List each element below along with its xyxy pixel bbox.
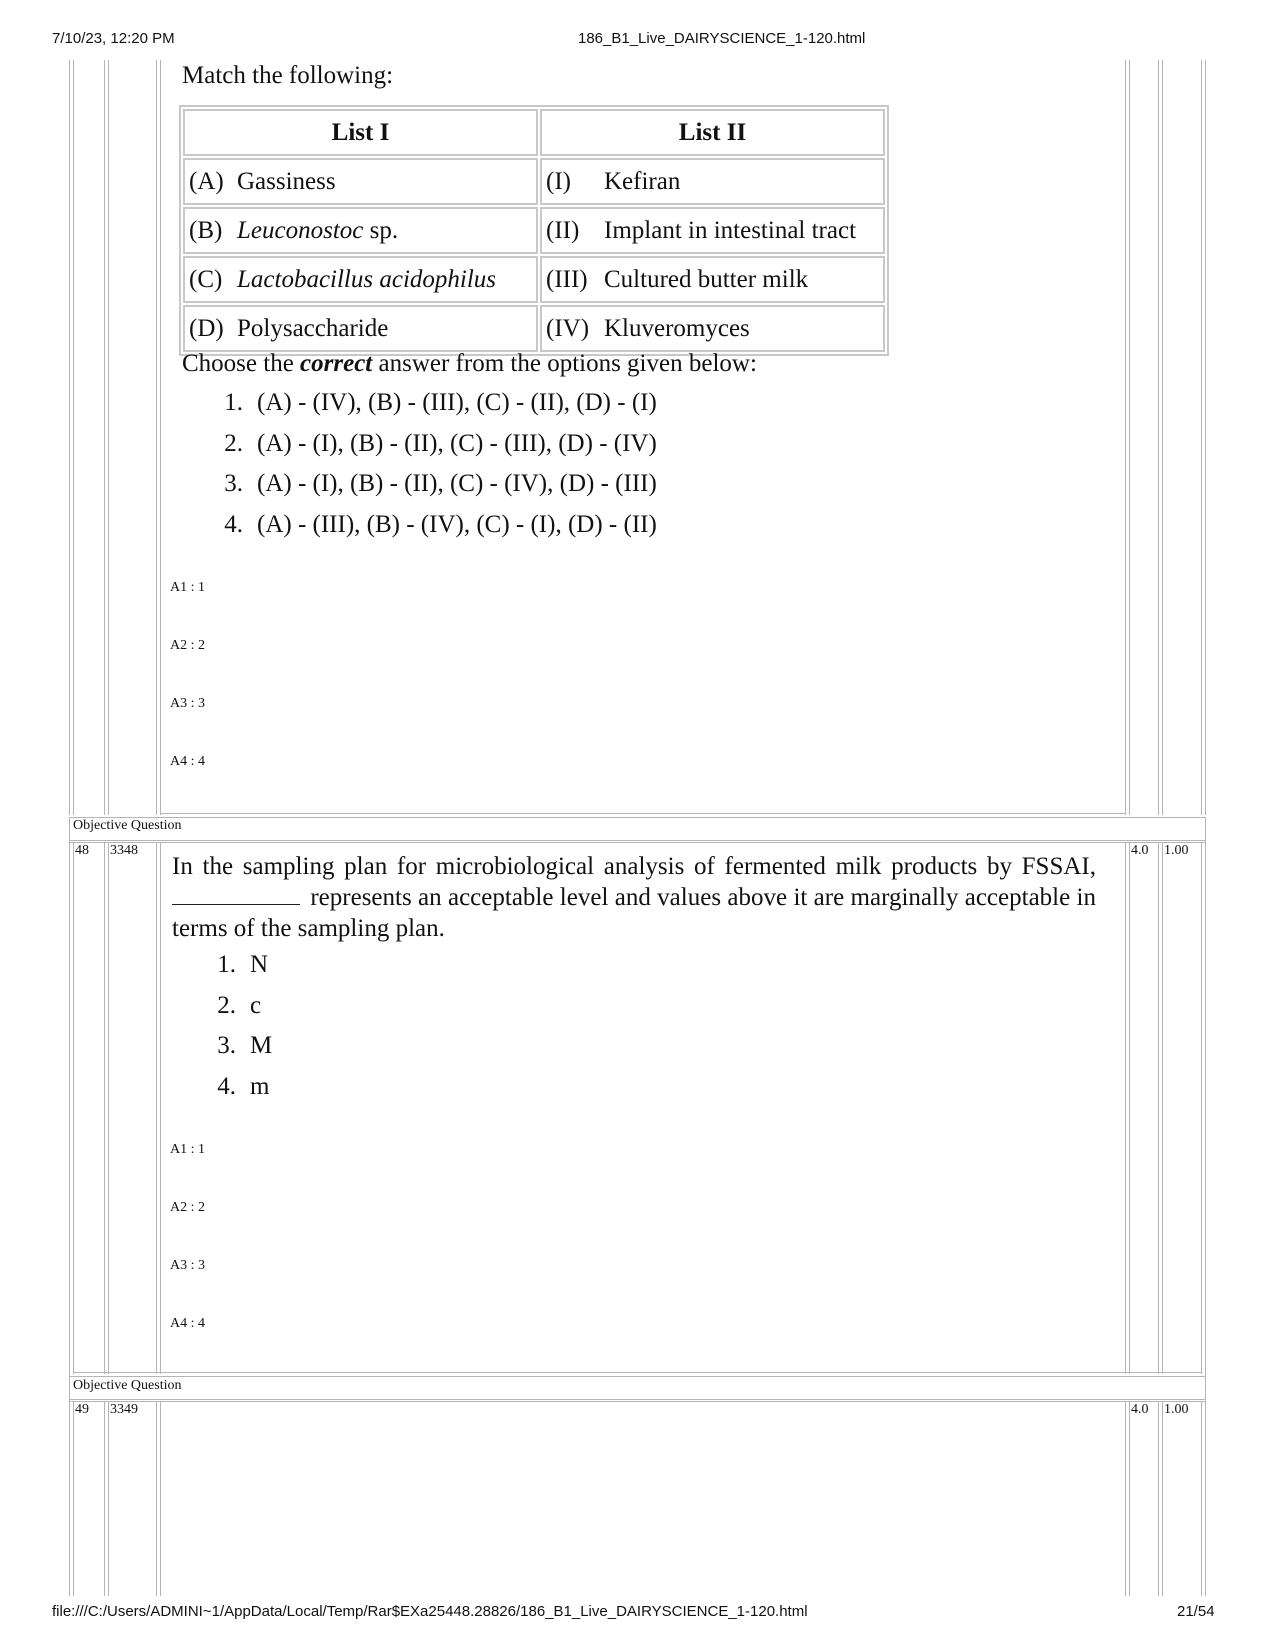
answer-key: A1 : 1 — [170, 1142, 205, 1157]
item-text-italic: Lactobacillus acidophilus — [237, 265, 497, 293]
print-file-path: file:///C:/Users/ADMINI~1/AppData/Local/Temp/Rar$EXa25448.28826/186_B1_Live_DAIRYSCIENCE_1-120.html — [52, 1603, 808, 1620]
fill-blank — [172, 886, 300, 905]
answer-key: A4 : 4 — [170, 1316, 205, 1331]
option-number: 2. — [224, 429, 243, 457]
list-one-cell — [183, 256, 538, 303]
item-text: Kefiran — [604, 167, 681, 195]
list-one-cell — [183, 158, 538, 205]
item-label: (A) — [189, 167, 224, 195]
choose-bold: correct — [300, 350, 373, 377]
item-label: (B) — [189, 216, 223, 244]
item-text: Cultured butter milk — [604, 265, 809, 293]
print-datetime: 7/10/23, 12:20 PM — [52, 30, 175, 47]
question-text-before-blank: In the sampling plan for microbiological analysis of fermented milk products by FSSAI, — [172, 853, 1096, 880]
item-text: Implant in intestinal tract — [604, 216, 857, 244]
option-text: m — [250, 1072, 270, 1100]
choose-pre: Choose the — [182, 350, 301, 377]
list-two-cell — [540, 207, 885, 254]
option-number: 2. — [217, 991, 236, 1019]
table-row — [183, 158, 885, 205]
marks: 4.0 — [1131, 843, 1149, 858]
option-text: (A) - (I), (B) - (II), (C) - (IV), (D) - (III) — [257, 470, 657, 497]
match-table-header — [183, 109, 885, 156]
answer-key: A2 : 2 — [170, 1200, 205, 1215]
item-label: (I) — [546, 167, 571, 195]
answer-key: A3 : 3 — [170, 696, 205, 711]
answer-key: A4 : 4 — [170, 754, 205, 769]
table-row — [183, 256, 885, 303]
question-text — [172, 851, 1096, 944]
item-text: Polysaccharide — [237, 314, 389, 342]
match-prompt: Match the following: — [182, 62, 394, 89]
list-two-cell — [540, 158, 885, 205]
answer-key: A2 : 2 — [170, 638, 205, 653]
item-label: (IV) — [546, 314, 590, 342]
option-number: 1. — [217, 951, 236, 978]
option-number: 3. — [217, 1032, 236, 1059]
item-text: Kluveromyces — [604, 314, 750, 342]
option-text: M — [250, 1032, 273, 1059]
serial-number: 48 — [75, 843, 89, 858]
question-type-label: Objective Question — [73, 818, 182, 833]
negative-marks: 1.00 — [1164, 843, 1189, 858]
option-item — [207, 511, 657, 552]
option-text: N — [250, 951, 269, 978]
item-label: (III) — [546, 265, 588, 293]
table-row — [183, 305, 885, 352]
option-item — [200, 951, 272, 992]
answer-key: A1 : 1 — [170, 580, 205, 595]
item-text: Gassiness — [237, 167, 336, 195]
list-two-cell — [540, 256, 885, 303]
option-text: (A) - (III), (B) - (IV), (C) - (I), (D) - (II) — [257, 510, 657, 538]
match-table — [179, 105, 889, 356]
item-label: (II) — [546, 216, 580, 244]
item-text-italic: Leuconostoc — [237, 216, 364, 244]
item-label: (C) — [189, 265, 223, 293]
question-type-label: Objective Question — [73, 1378, 182, 1393]
list-one-header: List I — [183, 109, 538, 156]
list-two-header: List II — [540, 109, 885, 156]
answer-key: A3 : 3 — [170, 1258, 205, 1273]
option-number: 4. — [217, 1072, 236, 1100]
option-number: 1. — [224, 389, 243, 416]
q47-options — [207, 389, 657, 551]
option-item — [207, 470, 657, 511]
list-one-cell — [183, 305, 538, 352]
option-item — [200, 1073, 272, 1114]
option-item — [207, 389, 657, 430]
negative-marks: 1.00 — [1164, 1402, 1189, 1417]
option-item — [200, 1032, 272, 1073]
question-id: 3348 — [110, 843, 138, 858]
option-item — [200, 992, 272, 1033]
table-row — [183, 207, 885, 254]
option-text: (A) - (IV), (B) - (III), (C) - (II), (D) - (I) — [257, 389, 657, 416]
item-suffix: sp. — [363, 216, 399, 244]
choose-post: answer from the options given below: — [372, 350, 757, 377]
question-id: 3349 — [110, 1402, 138, 1417]
option-number: 3. — [224, 470, 243, 497]
print-page-number: 21/54 — [1177, 1603, 1215, 1620]
option-text: c — [250, 991, 262, 1019]
choose-instruction — [182, 350, 757, 378]
list-one-cell — [183, 207, 538, 254]
option-number: 4. — [224, 510, 243, 538]
option-item — [207, 430, 657, 471]
question-text-after-blank: represents an acceptable level and values above it are marginally acceptable in terms of the sampling plan. — [172, 884, 1097, 942]
list-two-cell — [540, 305, 885, 352]
item-label: (D) — [189, 314, 224, 342]
serial-number: 49 — [75, 1402, 89, 1417]
q48-options — [200, 951, 272, 1113]
marks: 4.0 — [1131, 1402, 1149, 1417]
option-text: (A) - (I), (B) - (II), (C) - (III), (D) - (IV) — [257, 429, 657, 457]
print-page-title: 186_B1_Live_DAIRYSCIENCE_1-120.html — [578, 30, 866, 47]
